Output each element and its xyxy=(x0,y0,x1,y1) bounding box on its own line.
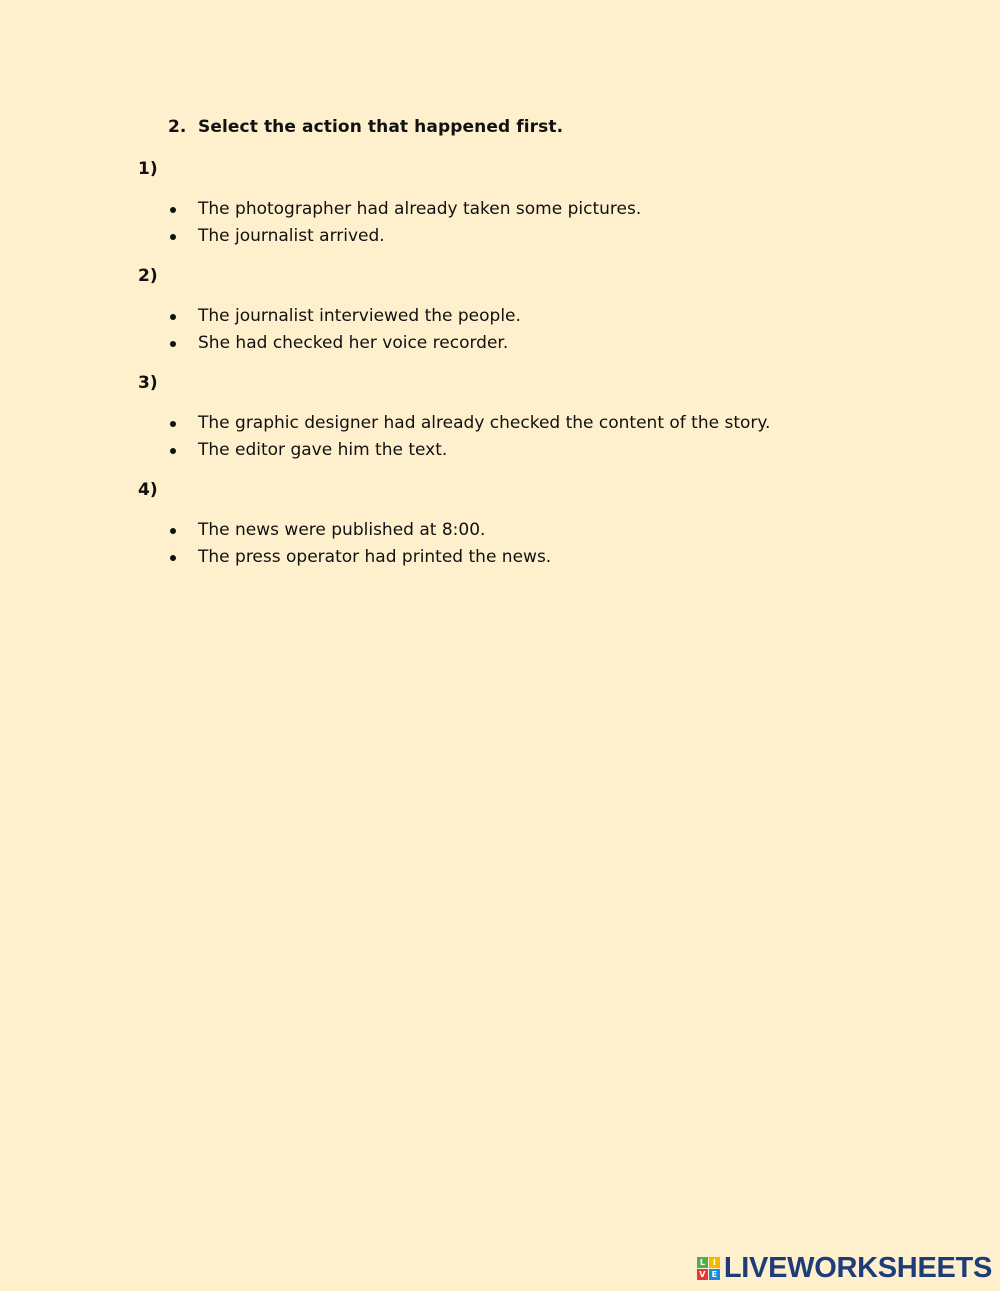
logo-text: LIVEWORKSHEETS xyxy=(723,1252,992,1284)
option-1-b[interactable] xyxy=(168,223,641,250)
question-label-1: 1) xyxy=(138,159,158,179)
bullet-icon xyxy=(170,234,176,240)
bullet-icon xyxy=(170,528,176,534)
options-list-3 xyxy=(168,410,770,464)
bullet-icon xyxy=(170,314,176,320)
option-text: The journalist interviewed the people. xyxy=(198,306,521,326)
bullet-icon xyxy=(170,421,176,427)
logo-mark-letter: L xyxy=(697,1257,708,1268)
option-4-b[interactable] xyxy=(168,544,551,571)
options-list-2 xyxy=(168,303,521,357)
bullet-icon xyxy=(170,341,176,347)
option-text: She had checked her voice recorder. xyxy=(198,333,509,353)
options-list-1 xyxy=(168,196,641,250)
instruction-number: 2. xyxy=(168,117,187,137)
option-1-a[interactable] xyxy=(168,196,641,223)
option-3-b[interactable] xyxy=(168,437,770,464)
bullet-icon xyxy=(170,448,176,454)
option-4-a[interactable] xyxy=(168,517,551,544)
instruction-text: Select the action that happened first. xyxy=(198,117,564,137)
options-list-4 xyxy=(168,517,551,571)
bullet-icon xyxy=(170,207,176,213)
option-text: The press operator had printed the news. xyxy=(198,547,552,567)
logo-mark-letter: I xyxy=(709,1257,720,1268)
instruction xyxy=(168,117,563,137)
logo-mark-letter: V xyxy=(697,1269,708,1280)
option-text: The photographer had already taken some pictures. xyxy=(198,199,642,219)
logo-mark-letter: E xyxy=(709,1269,720,1280)
option-text: The editor gave him the text. xyxy=(198,440,448,460)
option-text: The journalist arrived. xyxy=(198,226,385,246)
option-3-a[interactable] xyxy=(168,410,770,437)
question-label-2: 2) xyxy=(138,266,158,286)
logo-mark-icon xyxy=(697,1257,720,1280)
option-2-a[interactable] xyxy=(168,303,521,330)
option-text: The graphic designer had already checked the content of the story. xyxy=(198,413,771,433)
option-2-b[interactable] xyxy=(168,330,521,357)
option-text: The news were published at 8:00. xyxy=(198,520,486,540)
liveworksheets-logo xyxy=(697,1252,992,1285)
question-label-3: 3) xyxy=(138,373,158,393)
bullet-icon xyxy=(170,555,176,561)
question-label-4: 4) xyxy=(138,480,158,500)
